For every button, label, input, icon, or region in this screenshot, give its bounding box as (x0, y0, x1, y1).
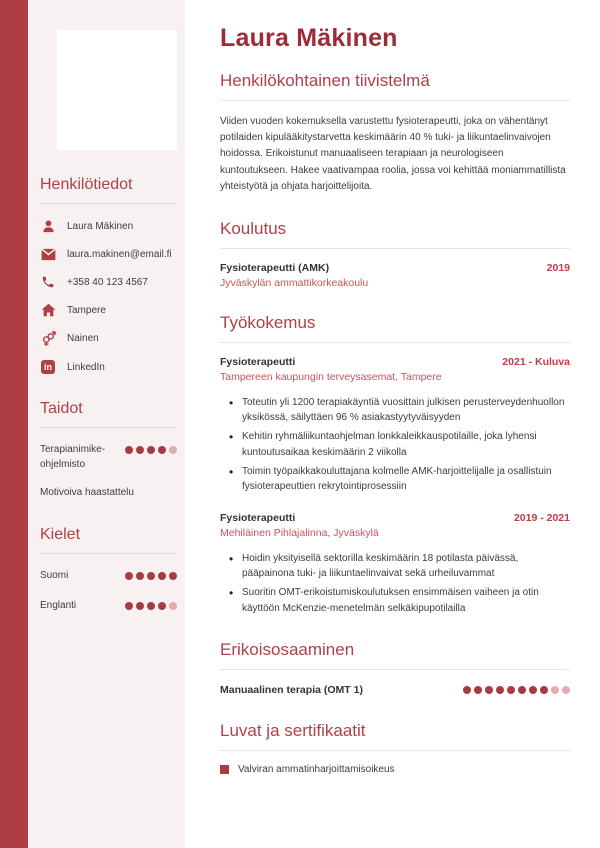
education-degree: Fysioterapeutti (AMK) (220, 261, 330, 274)
specialties-heading: Erikoisosaaminen (220, 640, 570, 670)
contact-value: +358 40 123 4567 (67, 276, 148, 288)
specialty-name: Manuaalinen terapia (OMT 1) (220, 683, 363, 696)
job-bullet: • Hoidin yksityisellä sektorilla keskimäärin 18 potilasta päivässä, pääpainona tuki- ja liikuntaelinvaivat sekä urheiluvammat (220, 551, 570, 581)
job-title: Fysioterapeutti (220, 355, 296, 368)
job-bullet: • Toteutin yli 1200 terapiakäyntiä vuosittain julkisen perusterveydenhuollon yksikössä, säilyttäen 96 % asiakastyytyväisyyden (220, 395, 570, 425)
skill-item (40, 485, 177, 500)
linkedin-icon: in (40, 360, 56, 374)
languages-section-heading: Kielet (40, 526, 177, 554)
job-dates: 2021 - Kuluva (502, 355, 570, 368)
job-bullet: • Toimin työpaikkakouluttajana kolmelle AMK-harjoittelijalle ja osallistuin fysioterapeuttien rekrytointiprosessiin (220, 464, 570, 494)
skill-name: Terapianimike-ohjelmisto (40, 444, 106, 470)
contact-value: laura.makinen@email.fi (67, 249, 172, 260)
job-employer: Tampereen kaupungin terveysasemat, Tampere (220, 370, 442, 383)
home-icon (40, 303, 56, 317)
contact-item-location (40, 303, 177, 317)
contact-value: Tampere (67, 304, 106, 316)
job-employer: Mehiläinen Pihlajalinna, Jyväskylä (220, 527, 379, 540)
education-dates: 2019 (546, 261, 570, 274)
contact-value: LinkedIn (67, 361, 105, 373)
job-title: Fysioterapeutti (220, 512, 296, 525)
person-icon (40, 219, 56, 234)
page-title: Laura Mäkinen (220, 24, 398, 52)
certs-heading: Luvat ja sertifikaatit (220, 721, 570, 751)
job-bullet: • Suoritin OMT-erikoistumiskoulutuksen ensimmäisen vaiheen ja otin käyttöön McKenzie-menetelmän selkäkipupotilailla (220, 585, 570, 615)
contact-item-phone (40, 275, 177, 289)
language-name: Englanti (40, 600, 77, 611)
contact-list (40, 219, 177, 374)
phone-icon (40, 275, 56, 289)
summary-text: Viiden vuoden kokemuksella varustettu fysioterapeutti, joka on vähentänyt potilaiden kipulääkitystarvetta keskimäärin 40 % tuki- ja liikuntaelinvaivojen hoidossa. Erikoistunut manuaaliseen terapiaan ja neurologiseen kuntoutukseen. Hakee vaativampaa roolia, jossa voi kehittää moniammatillista yhteistyötä ja ohjata harjoittelijoita. (220, 116, 566, 192)
job-bullet: • Kehitin ryhmäliikuntaohjelman lonkkaleikkauspotilaille, joka lyhensi kuntoutusaikaa keskimäärin 2 viikolla (220, 429, 570, 459)
contact-section-heading: Henkilötiedot (40, 176, 177, 204)
education-heading: Koulutus (220, 219, 570, 249)
language-dots (122, 570, 177, 585)
experience-heading: Työkokemus (220, 313, 570, 343)
contact-value: Nainen (67, 333, 99, 344)
language-item (40, 598, 177, 615)
education-entry (220, 262, 570, 289)
skill-item (40, 442, 177, 472)
main-content (185, 0, 600, 848)
skill-name: Motivoiva haastattelu (40, 487, 134, 498)
sidebar (28, 0, 185, 848)
contact-item-email[interactable] (40, 248, 177, 261)
language-dots (122, 600, 177, 615)
envelope-icon (40, 248, 56, 261)
skills-section-heading: Taidot (40, 400, 177, 428)
contact-item-name (40, 219, 177, 234)
skills-list (40, 442, 177, 500)
left-accent-stripe (0, 0, 28, 848)
contact-item-gender (40, 331, 177, 346)
specialty-item (220, 683, 570, 697)
certification-item (220, 764, 570, 775)
language-item (40, 568, 177, 585)
summary-heading: Henkilökohtainen tiivistelmä (220, 71, 570, 101)
profile-photo-placeholder (57, 30, 177, 150)
skill-dots (122, 444, 177, 459)
certification-name: Valviran ammatinharjoittamisoikeus (238, 763, 395, 775)
experience-entry (220, 512, 570, 616)
specialty-dots (460, 685, 570, 697)
job-bullets (220, 395, 570, 494)
experience-entry (220, 356, 570, 494)
square-bullet-icon (220, 765, 229, 774)
job-bullets (220, 551, 570, 616)
education-school: Jyväskylän ammattikorkeakoulu (220, 276, 369, 289)
job-dates: 2019 - 2021 (513, 512, 570, 525)
languages-list (40, 568, 177, 615)
language-name: Suomi (40, 570, 69, 581)
gender-icon (40, 331, 56, 346)
contact-value: Laura Mäkinen (67, 221, 134, 232)
contact-item-linkedin[interactable] (40, 360, 177, 374)
